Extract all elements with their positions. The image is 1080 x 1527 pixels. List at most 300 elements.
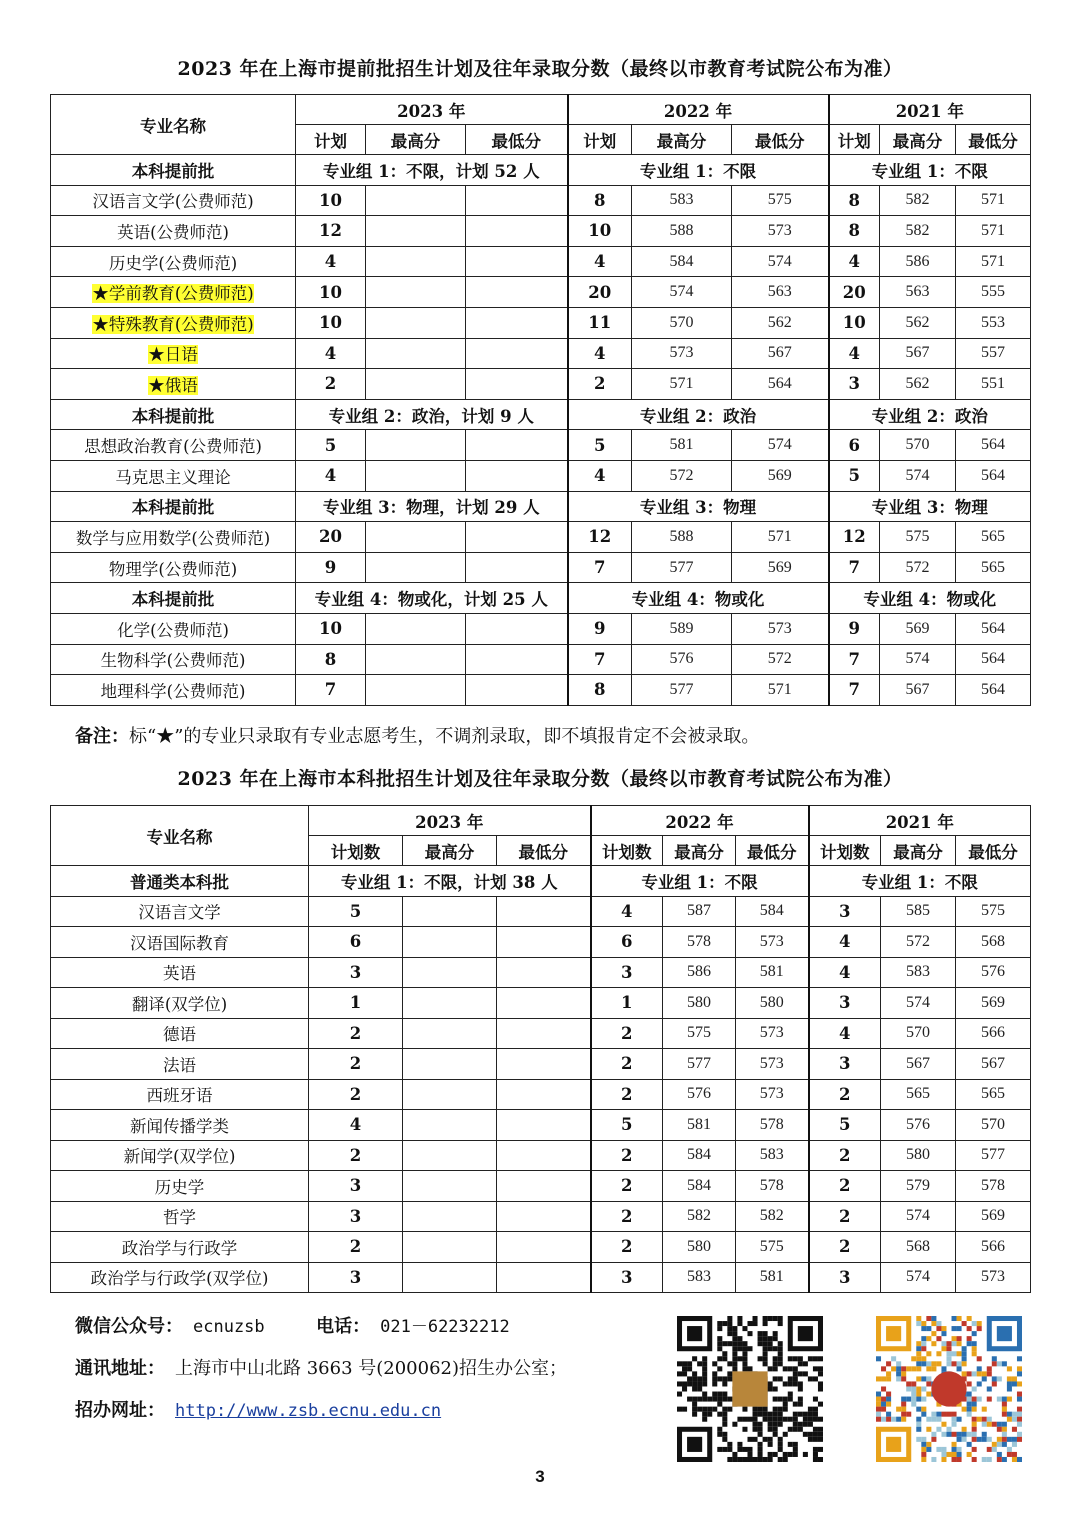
plan-22-cell: 2 [591, 1171, 663, 1202]
plan-23-cell: 10 [296, 185, 366, 216]
plan-21-cell: 20 [829, 277, 880, 308]
plan-21-cell: 9 [829, 613, 880, 644]
plan-21-cell: 7 [829, 675, 880, 706]
max-23-cell [366, 644, 466, 675]
table-row [51, 613, 1031, 644]
min-23-cell [466, 246, 568, 277]
plan-22-cell: 7 [568, 552, 632, 583]
major-name: 英语(公费师范) [117, 222, 229, 242]
year-2021-header: 2021 年 [809, 806, 1031, 836]
min-21-cell: 555 [956, 277, 1031, 308]
subheader-plan-2021: 计划数 [809, 836, 881, 866]
table-row [51, 369, 1031, 400]
major-name-cell [51, 896, 309, 927]
max-21-cell: 582 [880, 216, 956, 247]
major-name-cell [51, 1171, 309, 1202]
max-21-cell: 582 [880, 185, 956, 216]
plan-23-cell: 2 [296, 369, 366, 400]
plan-22-cell: 12 [568, 522, 632, 553]
min-21-cell: 565 [956, 522, 1031, 553]
table-row [51, 430, 1031, 461]
max-23-cell [403, 896, 497, 927]
major-name-cell [51, 1110, 309, 1141]
subheader-plan-2023: 计划数 [309, 836, 403, 866]
plan-22-cell: 1 [591, 988, 663, 1019]
plan-21-cell: 5 [809, 1110, 881, 1141]
table-row [51, 927, 1031, 958]
subheader-max-2022: 最高分 [663, 836, 736, 866]
major-name-cell [51, 1018, 309, 1049]
max-23-cell [366, 675, 466, 706]
min-22-cell: 571 [732, 675, 829, 706]
max-21-cell: 576 [881, 1110, 956, 1141]
major-name-cell [51, 957, 309, 988]
major-name: ★俄语 [148, 375, 198, 395]
min-23-cell [466, 185, 568, 216]
max-22-cell: 570 [632, 307, 732, 338]
plan-22-cell: 9 [568, 613, 632, 644]
plan-22-cell: 6 [591, 927, 663, 958]
plan-21-cell: 3 [829, 369, 880, 400]
min-22-cell: 573 [736, 1079, 809, 1110]
plan-21-cell: 3 [809, 896, 881, 927]
min-22-cell: 563 [732, 277, 829, 308]
plan-23-cell: 7 [296, 675, 366, 706]
year-2023-header: 2023 年 [309, 806, 591, 836]
min-23-cell [497, 1201, 591, 1232]
max-23-cell [403, 1079, 497, 1110]
plan-22-cell: 3 [591, 957, 663, 988]
subheader-max-2023: 最高分 [366, 125, 466, 155]
plan-22-cell: 2 [591, 1232, 663, 1263]
plan-22-cell: 5 [591, 1110, 663, 1141]
major-name: ★学前教育(公费师范) [92, 284, 254, 304]
max-21-cell: 574 [880, 644, 956, 675]
min-23-cell [466, 369, 568, 400]
website-link[interactable]: http://www.zsb.ecnu.edu.cn [175, 1401, 442, 1421]
plan-22-cell: 2 [591, 1140, 663, 1171]
major-name: 汉语言文学(公费师范) [92, 192, 254, 212]
max-22-cell: 584 [632, 246, 732, 277]
max-23-cell [366, 277, 466, 308]
plan-22-cell: 11 [568, 307, 632, 338]
website-label: 招办网址： [75, 1400, 165, 1421]
plan-22-cell: 8 [568, 675, 632, 706]
subheader-max-2021: 最高分 [881, 836, 956, 866]
min-21-cell: 577 [956, 1140, 1031, 1171]
major-name: 新闻传播学类 [130, 1116, 229, 1136]
min-21-cell: 569 [956, 1201, 1031, 1232]
plan-21-cell: 4 [829, 246, 880, 277]
major-name: 德语 [163, 1025, 196, 1045]
plan-23-cell: 9 [296, 552, 366, 583]
max-22-cell: 577 [632, 675, 732, 706]
table-row [51, 216, 1031, 247]
batch-label: 本科提前批 [51, 583, 296, 614]
group-2021: 专业组 1：不限 [809, 866, 1031, 897]
min-23-cell [497, 957, 591, 988]
min-21-cell: 575 [956, 896, 1031, 927]
max-21-cell: 574 [881, 988, 956, 1019]
group-header-row [51, 399, 1031, 430]
min-22-cell: 582 [736, 1201, 809, 1232]
table-row [51, 675, 1031, 706]
min-21-cell: 557 [956, 338, 1031, 369]
major-name-cell [51, 675, 296, 706]
min-22-cell: 573 [736, 927, 809, 958]
early-batch-table [50, 94, 1031, 706]
max-23-cell [366, 613, 466, 644]
max-23-cell [366, 430, 466, 461]
min-21-cell: 564 [956, 430, 1031, 461]
major-name: 数学与应用数学(公费师范) [75, 528, 271, 548]
plan-21-cell: 7 [829, 552, 880, 583]
major-name-cell [51, 307, 296, 338]
plan-23-cell: 2 [309, 1232, 403, 1263]
min-23-cell [497, 1140, 591, 1171]
major-name-cell [51, 246, 296, 277]
max-21-cell: 580 [881, 1140, 956, 1171]
major-name: ★日语 [148, 345, 198, 365]
plan-23-cell: 4 [296, 338, 366, 369]
max-23-cell [403, 1262, 497, 1293]
min-22-cell: 573 [732, 216, 829, 247]
group-header-row [51, 866, 1031, 897]
major-name: 物理学(公费师范) [108, 559, 238, 579]
max-21-cell: 574 [881, 1262, 956, 1293]
min-22-cell: 571 [732, 522, 829, 553]
address-label: 通讯地址： [75, 1358, 165, 1379]
table-row [51, 277, 1031, 308]
max-21-cell: 562 [880, 307, 956, 338]
min-23-cell [497, 1079, 591, 1110]
major-name: 政治学与行政学 [121, 1238, 238, 1258]
plan-22-cell: 2 [591, 1079, 663, 1110]
table-row [51, 957, 1031, 988]
max-23-cell [366, 460, 466, 491]
min-21-cell: 565 [956, 552, 1031, 583]
min-21-cell: 570 [956, 1110, 1031, 1141]
min-22-cell: 580 [736, 988, 809, 1019]
table1-title: 2023 年在上海市提前批招生计划及往年录取分数（最终以市教育考试院公布为准） [177, 58, 903, 80]
major-name-cell [51, 988, 309, 1019]
major-name: 地理科学(公费师范) [100, 681, 246, 701]
year-2022-header: 2022 年 [591, 806, 809, 836]
min-21-cell: 578 [956, 1171, 1031, 1202]
footnote-text: 标“★”的专业只录取有专业志愿考生，不调剂录取，即不填报肯定不会被录取。 [129, 726, 760, 747]
plan-21-cell: 7 [829, 644, 880, 675]
min-22-cell: 581 [736, 957, 809, 988]
min-23-cell [497, 927, 591, 958]
subheader-min-2023: 最低分 [497, 836, 591, 866]
max-21-cell: 572 [881, 927, 956, 958]
table-row [51, 1262, 1031, 1293]
batch-label: 普通类本科批 [51, 866, 309, 897]
major-name: 英语 [163, 964, 196, 984]
max-23-cell [403, 1140, 497, 1171]
qr-code-icon [677, 1316, 823, 1462]
major-name: 西班牙语 [146, 1086, 213, 1106]
plan-21-cell: 8 [829, 185, 880, 216]
min-21-cell: 551 [956, 369, 1031, 400]
major-name-cell [51, 369, 296, 400]
contact-line-1 [75, 1312, 510, 1338]
plan-23-cell: 1 [309, 988, 403, 1019]
min-22-cell: 562 [732, 307, 829, 338]
table-row [51, 246, 1031, 277]
major-name-cell [51, 1232, 309, 1263]
min-22-cell: 564 [732, 369, 829, 400]
subheader-max-2021: 最高分 [880, 125, 956, 155]
contact-line-2 [75, 1354, 567, 1380]
min-22-cell: 578 [736, 1110, 809, 1141]
major-name: 历史学(公费师范) [108, 253, 238, 273]
major-name-cell [51, 185, 296, 216]
major-name-cell [51, 1049, 309, 1080]
max-21-cell: 563 [880, 277, 956, 308]
min-22-cell: 583 [736, 1140, 809, 1171]
batch-label: 本科提前批 [51, 155, 296, 186]
plan-23-cell: 4 [296, 460, 366, 491]
plan-23-cell: 2 [309, 1079, 403, 1110]
min-22-cell: 575 [736, 1232, 809, 1263]
max-22-cell: 581 [663, 1110, 736, 1141]
group-2022: 专业组 2：政治 [568, 399, 829, 430]
major-name-cell [51, 1140, 309, 1171]
max-21-cell: 567 [880, 338, 956, 369]
max-23-cell [403, 988, 497, 1019]
subheader-plan-2021: 计划 [829, 125, 880, 155]
min-22-cell: 574 [732, 430, 829, 461]
plan-22-cell: 8 [568, 185, 632, 216]
max-21-cell: 568 [881, 1232, 956, 1263]
plan-21-cell: 4 [829, 338, 880, 369]
plan-23-cell: 5 [296, 430, 366, 461]
major-name: 思想政治教育(公费师范) [84, 437, 262, 457]
major-name: 汉语言文学 [138, 903, 221, 923]
group-2022: 专业组 3：物理 [568, 491, 829, 522]
max-21-cell: 575 [880, 522, 956, 553]
group-2023: 专业组 3：物理，计划 29 人 [296, 491, 568, 522]
min-21-cell: 569 [956, 988, 1031, 1019]
footnote [75, 722, 759, 748]
max-23-cell [366, 185, 466, 216]
major-name-cell [51, 338, 296, 369]
wechat-value: ecnuzsb [193, 1317, 265, 1337]
min-21-cell: 567 [956, 1049, 1031, 1080]
max-22-cell: 580 [663, 988, 736, 1019]
plan-23-cell: 5 [309, 896, 403, 927]
min-23-cell [497, 896, 591, 927]
min-23-cell [497, 1171, 591, 1202]
plan-23-cell: 2 [309, 1049, 403, 1080]
min-23-cell [497, 1262, 591, 1293]
max-22-cell: 573 [632, 338, 732, 369]
min-21-cell: 564 [956, 613, 1031, 644]
plan-22-cell: 2 [591, 1201, 663, 1232]
plan-21-cell: 4 [809, 957, 881, 988]
major-name-cell [51, 927, 309, 958]
subheader-min-2023: 最低分 [466, 125, 568, 155]
max-22-cell: 574 [632, 277, 732, 308]
table-row [51, 1232, 1031, 1263]
major-name-cell [51, 522, 296, 553]
major-name-header: 专业名称 [51, 806, 309, 866]
plan-23-cell: 10 [296, 613, 366, 644]
plan-22-cell: 4 [568, 338, 632, 369]
plan-21-cell: 4 [809, 1018, 881, 1049]
min-21-cell: 568 [956, 927, 1031, 958]
max-22-cell: 589 [632, 613, 732, 644]
min-23-cell [466, 430, 568, 461]
plan-21-cell: 2 [809, 1201, 881, 1232]
major-name-header: 专业名称 [51, 95, 296, 155]
max-23-cell [366, 216, 466, 247]
batch-label: 本科提前批 [51, 399, 296, 430]
max-21-cell: 585 [881, 896, 956, 927]
major-name: 历史学 [154, 1177, 205, 1197]
max-22-cell: 588 [632, 216, 732, 247]
group-2023: 专业组 1：不限，计划 52 人 [296, 155, 568, 186]
plan-21-cell: 3 [809, 1262, 881, 1293]
plan-22-cell: 5 [568, 430, 632, 461]
max-21-cell: 570 [881, 1018, 956, 1049]
regular-batch-table [50, 805, 1031, 1293]
major-name-cell [51, 216, 296, 247]
footnote-label: 备注： [75, 726, 129, 747]
min-21-cell: 553 [956, 307, 1031, 338]
min-22-cell: 573 [732, 613, 829, 644]
max-21-cell: 567 [881, 1049, 956, 1080]
major-name-cell [51, 552, 296, 583]
major-name-cell [51, 613, 296, 644]
plan-23-cell: 12 [296, 216, 366, 247]
plan-23-cell: 2 [309, 1140, 403, 1171]
table2-title: 2023 年在上海市本科批招生计划及往年录取分数（最终以市教育考试院公布为准） [177, 768, 903, 790]
plan-22-cell: 7 [568, 644, 632, 675]
plan-22-cell: 4 [568, 460, 632, 491]
major-name: 新闻学(双学位) [123, 1147, 236, 1167]
min-21-cell: 564 [956, 460, 1031, 491]
subheader-plan-2023: 计划 [296, 125, 366, 155]
group-header-row [51, 491, 1031, 522]
max-21-cell: 574 [880, 460, 956, 491]
plan-21-cell: 8 [829, 216, 880, 247]
contact-line-3 [75, 1396, 441, 1422]
batch-label: 本科提前批 [51, 491, 296, 522]
min-23-cell [466, 307, 568, 338]
max-21-cell: 562 [880, 369, 956, 400]
min-23-cell [466, 277, 568, 308]
table-row [51, 460, 1031, 491]
min-23-cell [466, 460, 568, 491]
min-22-cell: 573 [736, 1049, 809, 1080]
min-21-cell: 571 [956, 216, 1031, 247]
min-23-cell [497, 1049, 591, 1080]
table-row [51, 1140, 1031, 1171]
major-name: ★特殊教育(公费师范) [92, 314, 254, 334]
table-row [51, 1049, 1031, 1080]
group-2021: 专业组 3：物理 [829, 491, 1031, 522]
plan-21-cell: 10 [829, 307, 880, 338]
min-23-cell [466, 552, 568, 583]
table-row [51, 1201, 1031, 1232]
min-22-cell: 567 [732, 338, 829, 369]
max-21-cell: 565 [881, 1079, 956, 1110]
min-23-cell [497, 1110, 591, 1141]
max-22-cell: 572 [632, 460, 732, 491]
major-name: 汉语国际教育 [130, 933, 229, 953]
phone-label: 电话： [316, 1316, 371, 1337]
table-row [51, 1018, 1031, 1049]
max-23-cell [403, 1049, 497, 1080]
min-23-cell [497, 988, 591, 1019]
min-23-cell [497, 1232, 591, 1263]
table-row [51, 307, 1031, 338]
max-23-cell [366, 246, 466, 277]
group-2022: 专业组 1：不限 [568, 155, 829, 186]
max-22-cell: 577 [632, 552, 732, 583]
min-22-cell: 584 [736, 896, 809, 927]
plan-21-cell: 2 [809, 1079, 881, 1110]
plan-23-cell: 6 [309, 927, 403, 958]
subheader-plan-2022: 计划 [568, 125, 632, 155]
major-name-cell [51, 277, 296, 308]
table-row [51, 338, 1031, 369]
subheader-max-2023: 最高分 [403, 836, 497, 866]
subheader-max-2022: 最高分 [632, 125, 732, 155]
major-name-cell [51, 644, 296, 675]
max-23-cell [403, 927, 497, 958]
table-row [51, 1171, 1031, 1202]
max-21-cell: 574 [881, 1201, 956, 1232]
major-name: 政治学与行政学(双学位) [90, 1269, 269, 1289]
min-22-cell: 569 [732, 552, 829, 583]
min-21-cell: 566 [956, 1018, 1031, 1049]
min-21-cell: 571 [956, 246, 1031, 277]
max-22-cell: 588 [632, 522, 732, 553]
max-22-cell: 578 [663, 927, 736, 958]
table-row [51, 185, 1031, 216]
group-2023: 专业组 2：政治，计划 9 人 [296, 399, 568, 430]
plan-21-cell: 2 [809, 1140, 881, 1171]
min-21-cell: 576 [956, 957, 1031, 988]
year-2022-header: 2022 年 [568, 95, 829, 125]
table-row [51, 1110, 1031, 1141]
table-row [51, 1079, 1031, 1110]
group-2023: 专业组 1：不限，计划 38 人 [309, 866, 591, 897]
group-2022: 专业组 1：不限 [591, 866, 809, 897]
min-21-cell: 565 [956, 1079, 1031, 1110]
min-22-cell: 572 [732, 644, 829, 675]
plan-21-cell: 4 [809, 927, 881, 958]
max-22-cell: 582 [663, 1201, 736, 1232]
table-row [51, 552, 1031, 583]
group-2021: 专业组 4：物或化 [829, 583, 1031, 614]
subheader-min-2021: 最低分 [956, 836, 1031, 866]
min-21-cell: 573 [956, 1262, 1031, 1293]
max-23-cell [366, 552, 466, 583]
plan-21-cell: 2 [809, 1232, 881, 1263]
major-name: 生物科学(公费师范) [100, 651, 246, 671]
plan-21-cell: 6 [829, 430, 880, 461]
year-2021-header: 2021 年 [829, 95, 1031, 125]
major-name: 哲学 [163, 1208, 196, 1228]
max-22-cell: 580 [663, 1232, 736, 1263]
major-name: 马克思主义理论 [115, 467, 231, 487]
major-name: 法语 [163, 1055, 196, 1075]
plan-22-cell: 2 [591, 1018, 663, 1049]
